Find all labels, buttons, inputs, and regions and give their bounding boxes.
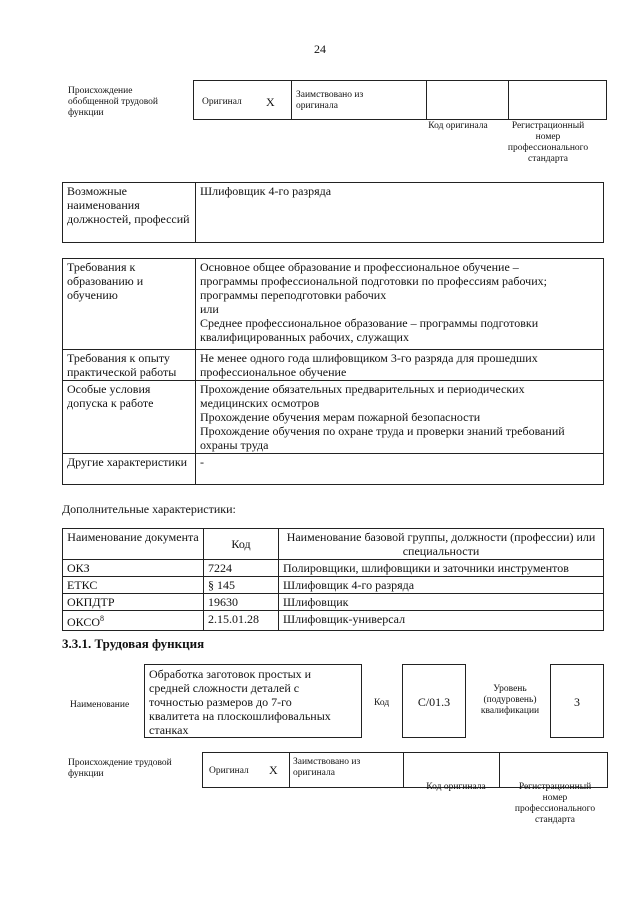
- original-label: Оригинал: [202, 97, 242, 107]
- original-mark: X: [266, 95, 275, 109]
- row-document: ОКЗ: [63, 560, 204, 577]
- row-code: 19630: [204, 594, 279, 611]
- code-original-caption: Код оригинала: [428, 121, 488, 131]
- header-group-name: Наименование базовой группы, должности (профессии) или специальности: [279, 529, 604, 560]
- row-name: Шлифовщик 4-го разряда: [279, 577, 604, 594]
- requirement-label: Требования к образованию и обучению: [63, 259, 196, 350]
- row-code: 2.15.01.28: [204, 611, 279, 631]
- table-row: [63, 560, 604, 577]
- row-name: Шлифовщик: [279, 594, 604, 611]
- reg-number-caption: Регистрационный номер профессионального стандарта: [507, 121, 589, 164]
- requirement-row: [63, 259, 604, 350]
- requirement-row: [63, 350, 604, 381]
- row-code: 7224: [204, 560, 279, 577]
- origin-box: [193, 80, 607, 120]
- function-code-label: Код: [374, 698, 390, 708]
- original-label: Оригинал: [209, 766, 249, 776]
- positions-table: [62, 182, 604, 243]
- positions-label: Возможные наименования должностей, профессий: [63, 183, 196, 243]
- row-document: ЕТКС: [63, 577, 204, 594]
- requirement-row: [63, 454, 604, 485]
- section-heading: 3.3.1. Трудовая функция: [62, 636, 205, 651]
- requirement-row: [63, 381, 604, 454]
- additional-table: [62, 528, 604, 631]
- borrowed-label: Заимствовано из оригинала: [293, 757, 361, 778]
- header-document: Наименование документа: [63, 529, 204, 560]
- function-name-box: Обработка заготовок простых и средней сложности деталей с точностью размеров до 7-го квалитета на плоскошлифовальных станках: [144, 664, 362, 738]
- row-name: Полировщики, шлифовщики и заточники инструментов: [279, 560, 604, 577]
- origin-label: Происхождение обобщенной трудовой функции: [68, 86, 158, 118]
- level-label: Уровень (подуровень) квалификации: [480, 684, 540, 716]
- borrowed-label: Заимствовано из оригинала: [296, 90, 364, 111]
- requirement-label: Особые условия допуска к работе: [63, 381, 196, 454]
- footnote-mark: 8: [100, 614, 105, 623]
- function-code-box: C/01.3: [402, 664, 466, 738]
- level-value-box: 3: [550, 664, 604, 738]
- row-document: ОКПДТР: [63, 594, 204, 611]
- requirement-text: Прохождение обязательных предварительных и периодических медицинских осмотров Прохождение обучения мерам пожарной безопасности Прохождение обучения по охране труда и проверки знаний требований охраны труда: [196, 381, 604, 454]
- header-code: Код: [204, 529, 279, 560]
- reg-number-caption: Регистрационный номер профессионального стандарта: [514, 782, 596, 825]
- row-name: Шлифовщик-универсал: [279, 611, 604, 631]
- requirement-text: Основное общее образование и профессиональное обучение – программы профессиональной подготовки по профессиям рабочих; программы переподготовки рабочих или Среднее профессиональное образование – программы подготовки квалифицированных рабочих, служащих: [196, 259, 604, 350]
- requirements-table: [62, 258, 604, 485]
- row-code: § 145: [204, 577, 279, 594]
- origin-label: Происхождение трудовой функции: [68, 758, 172, 779]
- original-mark: X: [269, 763, 278, 777]
- requirement-label: Требования к опыту практической работы: [63, 350, 196, 381]
- requirement-text: -: [196, 454, 604, 485]
- row-document: ОКСО$^8$: [63, 611, 204, 631]
- code-original-caption: Код оригинала: [426, 782, 486, 792]
- table-row: [63, 577, 604, 594]
- additional-title: Дополнительные характеристики:: [62, 502, 236, 516]
- table-row: [63, 594, 604, 611]
- page-number: 24: [314, 42, 326, 56]
- function-name-label: Наименование: [70, 700, 130, 710]
- requirement-text: Не менее одного года шлифовщиком 3-го разряда для прошедших профессиональное обучение: [196, 350, 604, 381]
- requirement-label: Другие характеристики: [63, 454, 196, 485]
- positions-value: Шлифовщик 4-го разряда: [196, 183, 604, 243]
- table-row: [63, 611, 604, 631]
